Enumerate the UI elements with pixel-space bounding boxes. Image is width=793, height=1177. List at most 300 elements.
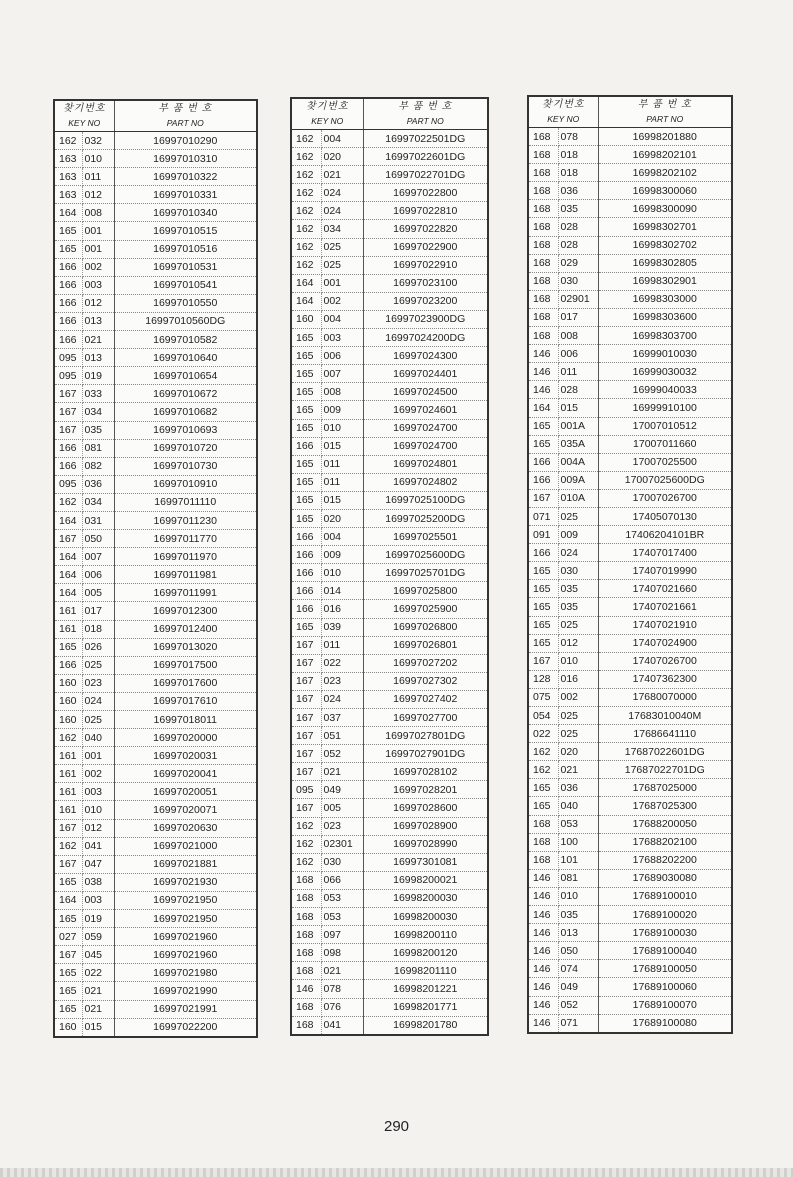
part-number: 16997013020 bbox=[114, 638, 257, 656]
key-item: 02901 bbox=[558, 290, 598, 308]
table-row bbox=[54, 729, 257, 747]
key-group: 162 bbox=[291, 202, 321, 220]
part-number: 17689100070 bbox=[598, 996, 732, 1014]
key-item: 071 bbox=[558, 1014, 598, 1033]
table-row bbox=[528, 236, 732, 254]
key-group: 146 bbox=[528, 363, 558, 381]
table-row bbox=[291, 871, 488, 889]
part-number: 16997011991 bbox=[114, 584, 257, 602]
key-group: 168 bbox=[291, 962, 321, 980]
part-number: 16997027302 bbox=[363, 672, 488, 690]
key-group: 162 bbox=[291, 148, 321, 166]
part-number: 16997024601 bbox=[363, 401, 488, 419]
key-group: 162 bbox=[528, 743, 558, 761]
key-group: 165 bbox=[291, 618, 321, 636]
key-group: 160 bbox=[54, 674, 82, 692]
part-number: 16997021930 bbox=[114, 873, 257, 891]
key-group: 161 bbox=[54, 765, 82, 783]
key-no-header bbox=[291, 98, 363, 130]
key-item: 017 bbox=[558, 308, 598, 326]
part-no-header-ko: 부 품 번 호 bbox=[637, 99, 692, 110]
part-number: 17689030080 bbox=[598, 869, 732, 887]
key-item: 053 bbox=[321, 889, 363, 907]
key-group: 166 bbox=[291, 582, 321, 600]
key-group: 165 bbox=[528, 417, 558, 435]
key-group: 168 bbox=[528, 254, 558, 272]
table-row bbox=[291, 274, 488, 292]
part-number: 16997021991 bbox=[114, 1000, 257, 1018]
table-row bbox=[528, 562, 732, 580]
key-item: 004 bbox=[321, 310, 363, 328]
key-item: 040 bbox=[558, 797, 598, 815]
key-item: 004 bbox=[321, 528, 363, 546]
table-row bbox=[291, 546, 488, 564]
part-no-header-ko: 부 품 번 호 bbox=[398, 101, 453, 112]
key-no-header-ko: 찾기번호 bbox=[541, 99, 585, 110]
table-row bbox=[54, 1000, 257, 1018]
key-item: 049 bbox=[321, 781, 363, 799]
table-row bbox=[528, 381, 732, 399]
table-row bbox=[54, 457, 257, 475]
key-item: 039 bbox=[321, 618, 363, 636]
key-group: 165 bbox=[291, 509, 321, 527]
key-no-header-en: KEY NO bbox=[311, 116, 344, 126]
table-row bbox=[528, 634, 732, 652]
part-number: 16997020031 bbox=[114, 747, 257, 765]
part-number: 16997022810 bbox=[363, 202, 488, 220]
table-row bbox=[54, 819, 257, 837]
part-number: 16997022601DG bbox=[363, 148, 488, 166]
part-number: 16997025200DG bbox=[363, 509, 488, 527]
part-number: 16997010560DG bbox=[114, 312, 257, 330]
part-number: 16997010640 bbox=[114, 349, 257, 367]
key-item: 022 bbox=[82, 964, 114, 982]
part-number: 16997024802 bbox=[363, 473, 488, 491]
key-group: 146 bbox=[528, 978, 558, 996]
table-row bbox=[528, 725, 732, 743]
key-item: 002 bbox=[82, 765, 114, 783]
key-group: 168 bbox=[291, 908, 321, 926]
table-row bbox=[291, 690, 488, 708]
key-group: 162 bbox=[291, 817, 321, 835]
key-group: 167 bbox=[54, 421, 82, 439]
key-item: 021 bbox=[82, 982, 114, 1000]
key-group: 146 bbox=[291, 980, 321, 998]
table-row bbox=[528, 996, 732, 1014]
part-number: 17407021661 bbox=[598, 598, 732, 616]
part-number: 17688200050 bbox=[598, 815, 732, 833]
part-number: 16997025100DG bbox=[363, 491, 488, 509]
table-row bbox=[528, 851, 732, 869]
table-row bbox=[54, 168, 257, 186]
key-item: 030 bbox=[558, 562, 598, 580]
table-row bbox=[291, 799, 488, 817]
key-group: 162 bbox=[54, 132, 82, 150]
part-number: 16997020630 bbox=[114, 819, 257, 837]
key-group: 164 bbox=[528, 399, 558, 417]
key-group: 164 bbox=[54, 204, 82, 222]
key-item: 049 bbox=[558, 978, 598, 996]
key-item: 035A bbox=[558, 435, 598, 453]
table-row bbox=[528, 833, 732, 851]
table-row bbox=[291, 401, 488, 419]
table-row bbox=[528, 942, 732, 960]
key-item: 013 bbox=[82, 349, 114, 367]
key-item: 012 bbox=[82, 186, 114, 204]
part-number: 16997027700 bbox=[363, 709, 488, 727]
part-number: 16997021980 bbox=[114, 964, 257, 982]
key-group: 166 bbox=[291, 437, 321, 455]
part-number: 17688202200 bbox=[598, 851, 732, 869]
part-number: 16997010322 bbox=[114, 168, 257, 186]
part-number: 17689100080 bbox=[598, 1014, 732, 1033]
part-number: 16997011230 bbox=[114, 511, 257, 529]
table-row bbox=[528, 200, 732, 218]
key-item: 016 bbox=[321, 600, 363, 618]
key-group: 168 bbox=[291, 998, 321, 1016]
table-row bbox=[528, 779, 732, 797]
part-number: 17407021910 bbox=[598, 616, 732, 634]
table-row bbox=[528, 688, 732, 706]
part-number: 16997024200DG bbox=[363, 329, 488, 347]
key-group: 165 bbox=[54, 222, 82, 240]
key-item: 005 bbox=[321, 799, 363, 817]
key-item: 037 bbox=[321, 709, 363, 727]
key-group: 167 bbox=[54, 385, 82, 403]
key-item: 053 bbox=[558, 815, 598, 833]
table-row bbox=[54, 548, 257, 566]
table-row bbox=[291, 329, 488, 347]
key-item: 018 bbox=[82, 620, 114, 638]
part-number: 16998302805 bbox=[598, 254, 732, 272]
table-row bbox=[54, 258, 257, 276]
part-number: 16997023100 bbox=[363, 274, 488, 292]
key-item: 02301 bbox=[321, 835, 363, 853]
key-item: 002 bbox=[321, 292, 363, 310]
key-group: 164 bbox=[291, 274, 321, 292]
key-item: 007 bbox=[82, 548, 114, 566]
key-item: 025 bbox=[558, 616, 598, 634]
key-group: 146 bbox=[528, 924, 558, 942]
key-item: 011 bbox=[321, 636, 363, 654]
key-group: 146 bbox=[528, 345, 558, 363]
key-group: 164 bbox=[54, 891, 82, 909]
key-group: 162 bbox=[291, 130, 321, 148]
key-group: 168 bbox=[528, 851, 558, 869]
part-number: 16997020071 bbox=[114, 801, 257, 819]
table-row bbox=[291, 672, 488, 690]
key-group: 160 bbox=[291, 310, 321, 328]
part-number: 16999910100 bbox=[598, 399, 732, 417]
table-row bbox=[54, 475, 257, 493]
part-number: 16997023900DG bbox=[363, 310, 488, 328]
table-row bbox=[528, 471, 732, 489]
key-group: 168 bbox=[291, 889, 321, 907]
table-row bbox=[291, 564, 488, 582]
key-group: 160 bbox=[54, 1018, 82, 1037]
key-group: 167 bbox=[54, 403, 82, 421]
table-row bbox=[54, 982, 257, 1000]
part-number: 17687025000 bbox=[598, 779, 732, 797]
part-number: 16997024401 bbox=[363, 365, 488, 383]
table-row bbox=[291, 763, 488, 781]
key-group: 146 bbox=[528, 942, 558, 960]
part-number: 16997025501 bbox=[363, 528, 488, 546]
table-row bbox=[528, 544, 732, 562]
key-group: 168 bbox=[528, 308, 558, 326]
key-item: 024 bbox=[82, 692, 114, 710]
key-group: 167 bbox=[291, 690, 321, 708]
part-number: 16998303700 bbox=[598, 327, 732, 345]
key-item: 101 bbox=[558, 851, 598, 869]
key-group: 160 bbox=[54, 692, 82, 710]
key-item: 015 bbox=[558, 399, 598, 417]
part-number: 16997028600 bbox=[363, 799, 488, 817]
key-group: 162 bbox=[291, 853, 321, 871]
key-item: 052 bbox=[321, 745, 363, 763]
part-number: 17007010512 bbox=[598, 417, 732, 435]
key-group: 164 bbox=[54, 566, 82, 584]
table-row bbox=[54, 873, 257, 891]
table-row bbox=[291, 908, 488, 926]
key-item: 029 bbox=[558, 254, 598, 272]
key-item: 015 bbox=[321, 491, 363, 509]
key-item: 035 bbox=[558, 906, 598, 924]
key-item: 025 bbox=[558, 507, 598, 525]
key-item: 030 bbox=[321, 853, 363, 871]
key-item: 011 bbox=[321, 473, 363, 491]
key-item: 017 bbox=[82, 602, 114, 620]
key-item: 041 bbox=[82, 837, 114, 855]
part-number: 16998300090 bbox=[598, 200, 732, 218]
key-item: 010 bbox=[321, 564, 363, 582]
key-group: 167 bbox=[291, 745, 321, 763]
key-item: 035 bbox=[82, 421, 114, 439]
key-group: 162 bbox=[291, 184, 321, 202]
table-row bbox=[291, 926, 488, 944]
table-row bbox=[291, 347, 488, 365]
part-number: 16999040033 bbox=[598, 381, 732, 399]
table-row bbox=[54, 186, 257, 204]
part-number: 16997022701DG bbox=[363, 166, 488, 184]
part-number: 17689100040 bbox=[598, 942, 732, 960]
table-row bbox=[528, 1014, 732, 1033]
key-item: 010 bbox=[82, 150, 114, 168]
part-number: 16997027402 bbox=[363, 690, 488, 708]
key-item: 066 bbox=[321, 871, 363, 889]
table-row bbox=[528, 598, 732, 616]
part-number: 16998200030 bbox=[363, 908, 488, 926]
parts-table-1 bbox=[53, 99, 258, 1038]
table-row bbox=[54, 891, 257, 909]
key-group: 166 bbox=[291, 564, 321, 582]
key-group: 164 bbox=[54, 548, 82, 566]
table-row bbox=[528, 960, 732, 978]
part-number: 17407362300 bbox=[598, 670, 732, 688]
table-row bbox=[291, 148, 488, 166]
key-group: 165 bbox=[291, 401, 321, 419]
key-group: 161 bbox=[54, 801, 82, 819]
key-item: 023 bbox=[82, 674, 114, 692]
table-row bbox=[54, 765, 257, 783]
key-no-header bbox=[528, 96, 598, 128]
table-row bbox=[54, 674, 257, 692]
table-row bbox=[528, 146, 732, 164]
table-row bbox=[54, 530, 257, 548]
table-row bbox=[291, 437, 488, 455]
part-number: 17687025300 bbox=[598, 797, 732, 815]
key-group: 146 bbox=[528, 906, 558, 924]
key-item: 009 bbox=[558, 526, 598, 544]
table-row bbox=[291, 166, 488, 184]
table-row bbox=[291, 256, 488, 274]
table-row bbox=[291, 745, 488, 763]
part-number: 16997022910 bbox=[363, 256, 488, 274]
key-group: 165 bbox=[291, 455, 321, 473]
table-row bbox=[54, 331, 257, 349]
key-group: 075 bbox=[528, 688, 558, 706]
table-row bbox=[54, 801, 257, 819]
table-row bbox=[54, 150, 257, 168]
key-item: 024 bbox=[321, 690, 363, 708]
part-number: 16997012300 bbox=[114, 602, 257, 620]
key-item: 035 bbox=[558, 200, 598, 218]
part-number: 16997021950 bbox=[114, 891, 257, 909]
part-number: 17007025500 bbox=[598, 453, 732, 471]
part-number: 16997026800 bbox=[363, 618, 488, 636]
part-number: 16997017500 bbox=[114, 656, 257, 674]
table-row bbox=[291, 365, 488, 383]
key-no-header-en: KEY NO bbox=[68, 118, 101, 128]
table-row bbox=[291, 310, 488, 328]
part-number: 17686641110 bbox=[598, 725, 732, 743]
page-number: 290 bbox=[383, 1118, 410, 1135]
part-number: 16997010516 bbox=[114, 240, 257, 258]
key-item: 021 bbox=[321, 166, 363, 184]
part-number: 16997010730 bbox=[114, 457, 257, 475]
key-item: 024 bbox=[558, 544, 598, 562]
part-number: 16999030032 bbox=[598, 363, 732, 381]
key-item: 003 bbox=[82, 276, 114, 294]
key-item: 078 bbox=[321, 980, 363, 998]
table-row bbox=[54, 711, 257, 729]
key-group: 166 bbox=[54, 439, 82, 457]
part-number: 16997027202 bbox=[363, 654, 488, 672]
key-group: 165 bbox=[528, 598, 558, 616]
part-number: 16997021960 bbox=[114, 946, 257, 964]
key-group: 168 bbox=[291, 871, 321, 889]
key-item: 006 bbox=[82, 566, 114, 584]
key-group: 168 bbox=[528, 200, 558, 218]
table-row bbox=[54, 928, 257, 946]
key-item: 026 bbox=[82, 638, 114, 656]
key-group: 165 bbox=[291, 329, 321, 347]
key-item: 076 bbox=[321, 998, 363, 1016]
part-number: 16998200120 bbox=[363, 944, 488, 962]
key-item: 002 bbox=[82, 258, 114, 276]
key-group: 168 bbox=[528, 146, 558, 164]
key-item: 024 bbox=[321, 202, 363, 220]
key-item: 021 bbox=[82, 331, 114, 349]
table-row bbox=[291, 509, 488, 527]
key-item: 036 bbox=[558, 779, 598, 797]
part-number: 16997027801DG bbox=[363, 727, 488, 745]
key-group: 095 bbox=[291, 781, 321, 799]
part-number: 17407019990 bbox=[598, 562, 732, 580]
key-group: 166 bbox=[54, 258, 82, 276]
table-row bbox=[291, 889, 488, 907]
part-number: 16997028201 bbox=[363, 781, 488, 799]
part-number: 16997020000 bbox=[114, 729, 257, 747]
part-number: 16997018011 bbox=[114, 711, 257, 729]
table-row bbox=[528, 417, 732, 435]
key-item: 074 bbox=[558, 960, 598, 978]
table-row bbox=[291, 202, 488, 220]
key-group: 168 bbox=[528, 128, 558, 146]
part-number: 16998303600 bbox=[598, 308, 732, 326]
table-row bbox=[528, 743, 732, 761]
part-number: 16997024700 bbox=[363, 437, 488, 455]
key-group: 168 bbox=[291, 1016, 321, 1035]
part-number: 16997021000 bbox=[114, 837, 257, 855]
key-group: 165 bbox=[291, 347, 321, 365]
key-item: 040 bbox=[82, 729, 114, 747]
part-no-header bbox=[114, 100, 257, 132]
key-item: 016 bbox=[558, 670, 598, 688]
key-item: 001A bbox=[558, 417, 598, 435]
table-row bbox=[528, 164, 732, 182]
table-row bbox=[291, 709, 488, 727]
key-group: 165 bbox=[291, 491, 321, 509]
key-item: 020 bbox=[321, 509, 363, 527]
table-row bbox=[291, 455, 488, 473]
table-row bbox=[291, 962, 488, 980]
key-group: 164 bbox=[291, 292, 321, 310]
key-item: 045 bbox=[82, 946, 114, 964]
part-number: 16997026801 bbox=[363, 636, 488, 654]
key-item: 034 bbox=[82, 493, 114, 511]
part-number: 16998300060 bbox=[598, 182, 732, 200]
key-group: 165 bbox=[291, 473, 321, 491]
key-item: 006 bbox=[321, 347, 363, 365]
part-number: 16997010515 bbox=[114, 222, 257, 240]
table-row bbox=[528, 924, 732, 942]
key-item: 007 bbox=[321, 365, 363, 383]
key-group: 166 bbox=[528, 471, 558, 489]
part-no-header bbox=[598, 96, 732, 128]
part-number: 17689100020 bbox=[598, 906, 732, 924]
table-row bbox=[54, 638, 257, 656]
part-number: 16997010541 bbox=[114, 276, 257, 294]
key-group: 165 bbox=[54, 1000, 82, 1018]
key-group: 166 bbox=[54, 276, 82, 294]
key-item: 081 bbox=[558, 869, 598, 887]
key-item: 015 bbox=[321, 437, 363, 455]
part-number: 16997010672 bbox=[114, 385, 257, 403]
key-group: 166 bbox=[291, 600, 321, 618]
table-row bbox=[528, 507, 732, 525]
key-item: 052 bbox=[558, 996, 598, 1014]
part-number: 16997017610 bbox=[114, 692, 257, 710]
key-item: 010A bbox=[558, 489, 598, 507]
table-row bbox=[528, 128, 732, 146]
key-item: 038 bbox=[82, 873, 114, 891]
table-row bbox=[528, 327, 732, 345]
part-number: 16999010030 bbox=[598, 345, 732, 363]
table-row bbox=[291, 130, 488, 148]
table-row bbox=[291, 1016, 488, 1035]
key-group: 167 bbox=[291, 727, 321, 745]
